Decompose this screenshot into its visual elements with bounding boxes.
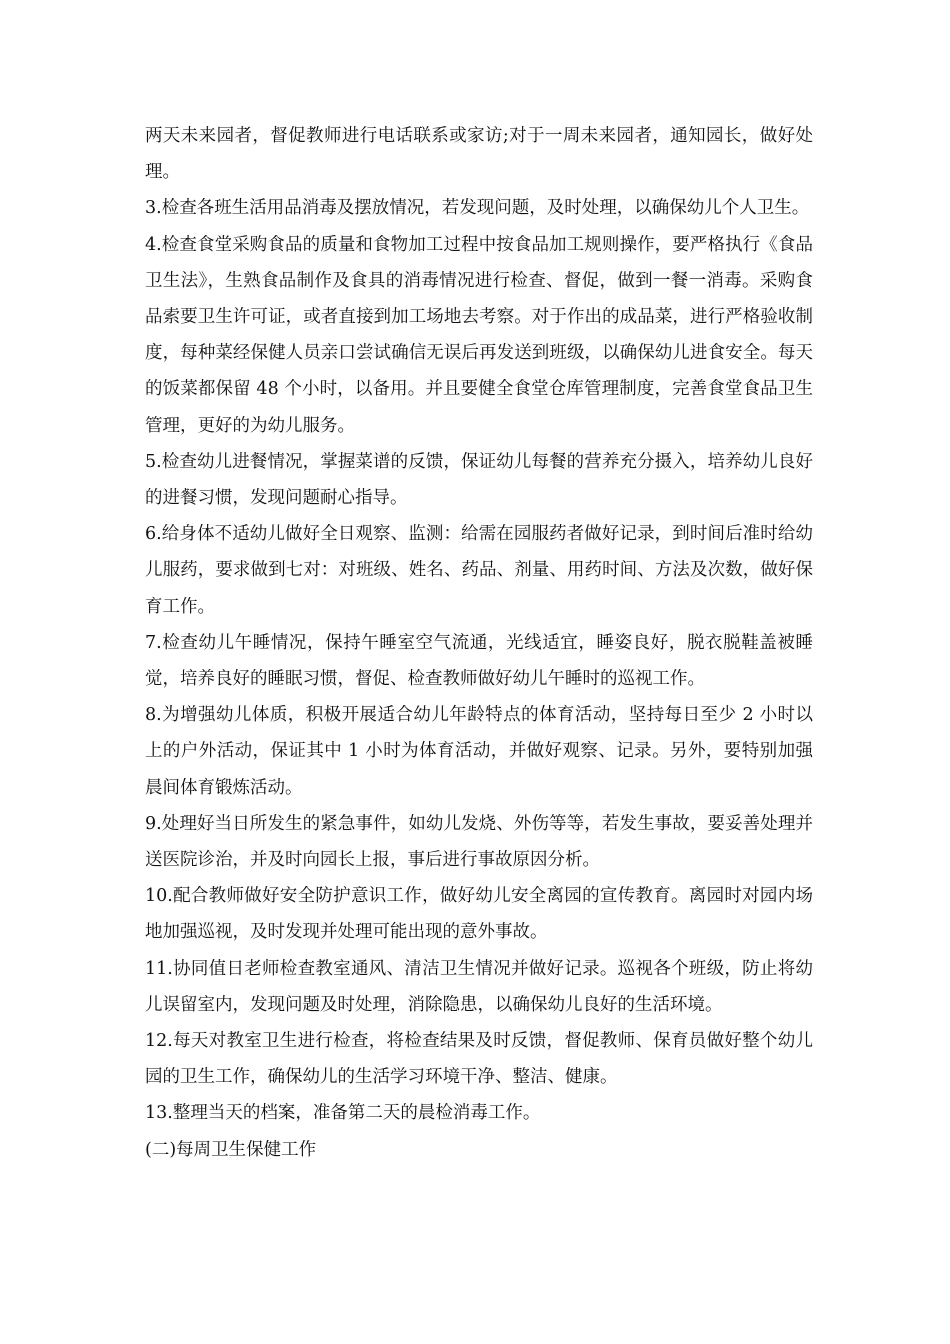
paragraph-item-3: 3.检查各班生活用品消毒及摆放情况，若发现问题，及时处理，以确保幼儿个人卫生。 <box>145 198 810 219</box>
paragraph-item-9: 9.处理好当日所发生的紧急事件，如幼儿发烧、外伤等等，若发生事故，要妥善处理并送医院诊治，并及时向园长上报，事后进行事故原因分析。 <box>145 813 813 871</box>
paragraph-item-5: 5.检查幼儿进餐情况，掌握菜谱的反馈，保证幼儿每餐的营养充分摄入，培养幼儿良好的进餐习惯，发现问题耐心指导。 <box>145 451 813 509</box>
paragraph-item-7: 7.检查幼儿午睡情况，保持午睡室空气流通，光线适宜，睡姿良好，脱衣脱鞋盖被睡觉，培养良好的睡眠习惯，督促、检查教师做好幼儿午睡时的巡视工作。 <box>145 632 813 690</box>
paragraph-item-11: 11.协同值日老师检查教室通风、清洁卫生情况并做好记录。巡视各个班级，防止将幼儿误留室内，发现问题及时处理，消除隐患，以确保幼儿良好的生活环境。 <box>145 958 813 1015</box>
paragraph-item-8: 8.为增强幼儿体质，积极开展适合幼儿年龄特点的体育活动，坚持每日至少 2 小时以上的户外活动，保证其中 1 小时为体育活动，并做好观察、记录。另外，要特别加强晨间体育锻炼活动。 <box>145 705 813 798</box>
paragraph-continuation: 两天未来园者，督促教师进行电话联系或家访;对于一周未来园者，通知园长，做好处理。 <box>145 126 813 183</box>
paragraph-item-4: 4.检查食堂采购食品的质量和食物加工过程中按食品加工规则操作，要严格执行《食品卫生法》，生熟食品制作及食具的消毒情况进行检查、督促，做到一餐一消毒。采购食品索要卫生许可证，或者直接到加工场地去考察。对于作出的成品菜，进行严格验收制度，每种菜经保健人员亲口尝试确信无误后再发送到班级，以确保幼儿进食安全。每天的饭菜都保留 48 个小时，以备用。并且要健全食堂仓库管理制度，完善食堂食品卫生管理，更好的为幼儿服务。 <box>145 234 813 436</box>
paragraph-item-10: 10.配合教师做好安全防护意识工作，做好幼儿安全离园的宣传教育。离园时对园内场地加强巡视，及时发现并处理可能出现的意外事故。 <box>145 886 813 943</box>
document-body <box>145 118 813 1168</box>
section-heading-weekly: (二)每周卫生保健工作 <box>145 1139 317 1160</box>
paragraph-item-12: 12.每天对教室卫生进行检查，将检查结果及时反馈，督促教师、保育员做好整个幼儿园的卫生工作，确保幼儿的生活学习环境干净、整洁、健康。 <box>145 1031 813 1088</box>
paragraph-item-13: 13.整理当天的档案，准备第二天的晨检消毒工作。 <box>145 1103 541 1124</box>
paragraph-item-6: 6.给身体不适幼儿做好全日观察、监测：给需在园服药者做好记录，到时间后准时给幼儿服药，要求做到七对：对班级、姓名、药品、剂量、用药时间、方法及次数，做好保育工作。 <box>145 524 813 617</box>
